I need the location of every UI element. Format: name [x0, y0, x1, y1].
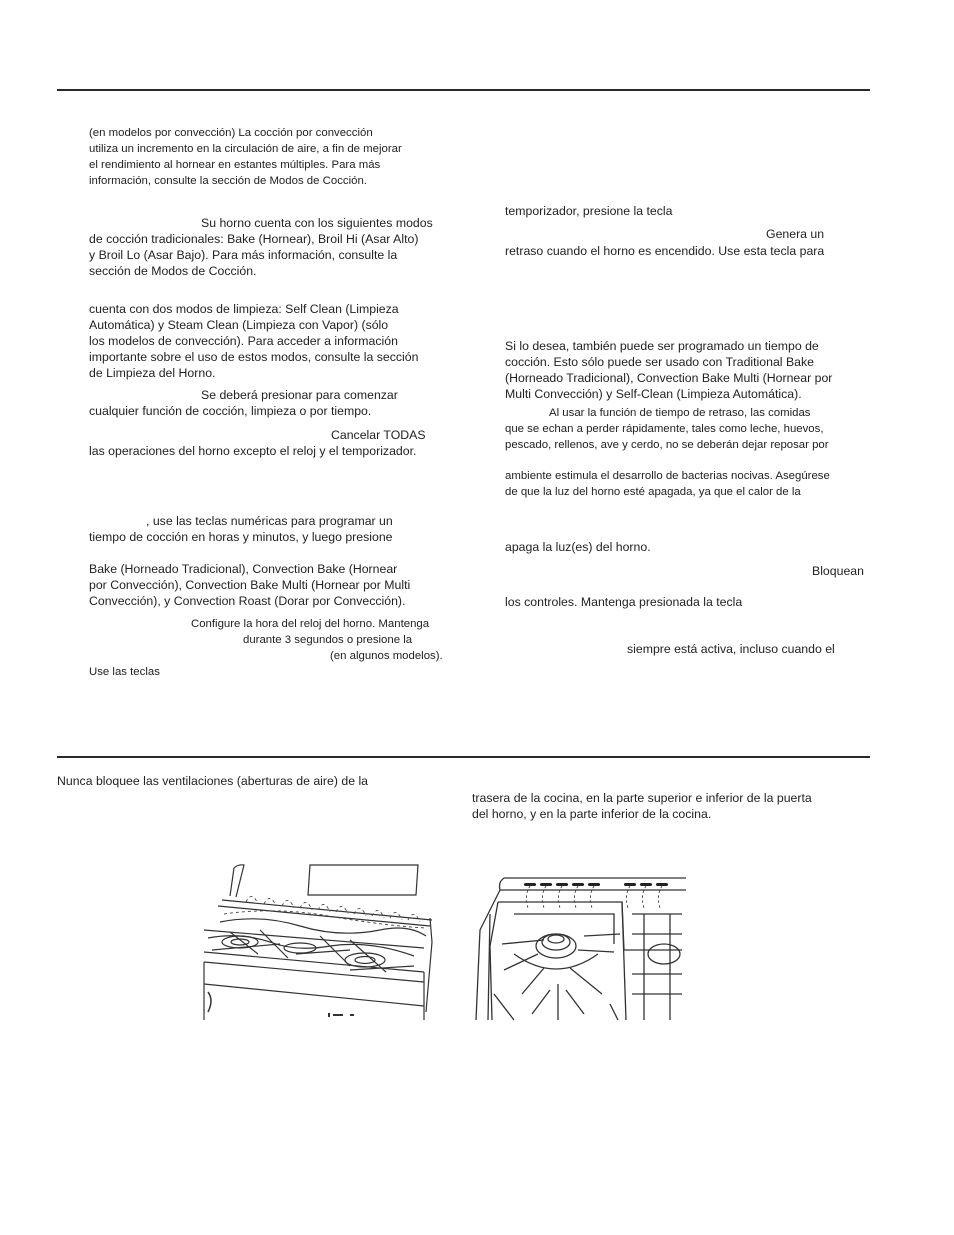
delay-time-text: Genera un retraso cuando el horno es encendido. Use esta tecla para [505, 227, 825, 258]
delay-cook-time-text: Si lo desea, también puede ser programado un tiempo de cocción. Esto sólo puede ser usado con Traditional Bake (Horneado Tradicional), Convection Bake Multi (Hornear por Multi Convección) y Self-Clean (Limpieza Automática). [505, 339, 833, 401]
clock-text: Configure la hora del reloj del horno. Mantenga durante 3 segundos o presione la (en algunos modelos). [191, 618, 443, 662]
vents-rule [57, 756, 870, 758]
vents-text-right: trasera de la cocina, en la parte superior e inferior de la puerta del horno, y en la parte inferior de la cocina. [472, 791, 812, 821]
range-top-vent-illustration [200, 862, 434, 1022]
convection-intro: (en modelos por convección) La cocción por convección utiliza un incremento en la circulación de aire, a fin de mejorar el rendimiento al hornear en estantes múltiples. Para más información, consulte la sección de Modos de Cocción. [89, 127, 402, 187]
start-key-text: Se deberá presionar para comenzar cualquier función de cocción, limpieza o por tiempo. [89, 388, 398, 418]
top-rule [57, 89, 870, 91]
vents-text-left: Nunca bloquee las ventilaciones (aberturas de aire) de la [57, 774, 369, 788]
use-keys-text: Use las teclas [89, 666, 160, 678]
cook-time-modes-text: Bake (Horneado Tradicional), Convection Bake (Hornear por Convección), Convection Bake Multi (Hornear por Multi Convección), y Convection Roast (Dorar por Convección). [89, 562, 411, 608]
caution-text: Al usar la función de tiempo de retraso, las comidas que se echan a perder rápidamente, tales como leche, huevos, pescado, rellenos, ave y cerdo, no se deberán dejar reposar por [505, 407, 829, 451]
lock-text-1: Bloquean [812, 564, 864, 578]
always-active-text: siempre está activa, incluso cuando el [627, 642, 835, 656]
cleaning-modes-text: cuenta con dos modos de limpieza: Self Clean (Limpieza Automática) y Steam Clean (Limpieza con Vapor) (sólo los modelos de convección). Para acceder a información importante sobre el uso de estos modos, consulte la sección de Limpieza del Horno. [89, 302, 419, 380]
cook-time-text: , use las teclas numéricas para programar un tiempo de cocción en horas y minutos, y luego presione [89, 514, 393, 544]
traditional-modes-text: Su horno cuenta con los siguientes modos de cocción tradicionales: Bake (Hornear), Broil Hi (Asar Alto) y Broil Lo (Asar Bajo). Para más información, consulte la sección de Modos de Cocción. [89, 216, 433, 278]
light-text: apaga la luz(es) del horno. [505, 540, 651, 554]
cancel-key-text: Cancelar TODAS las operaciones del horno excepto el reloj y el temporizador. [89, 428, 426, 458]
timer-text: temporizador, presione la tecla [505, 204, 673, 218]
burner-grate-vent-illustration [474, 874, 686, 1022]
lock-text-2: los controles. Mantenga presionada la tecla [505, 595, 743, 609]
bacteria-text: ambiente estimula el desarrollo de bacterias nocivas. Asegúrese de que la luz del horno esté apagada, ya que el calor de la [505, 470, 830, 498]
